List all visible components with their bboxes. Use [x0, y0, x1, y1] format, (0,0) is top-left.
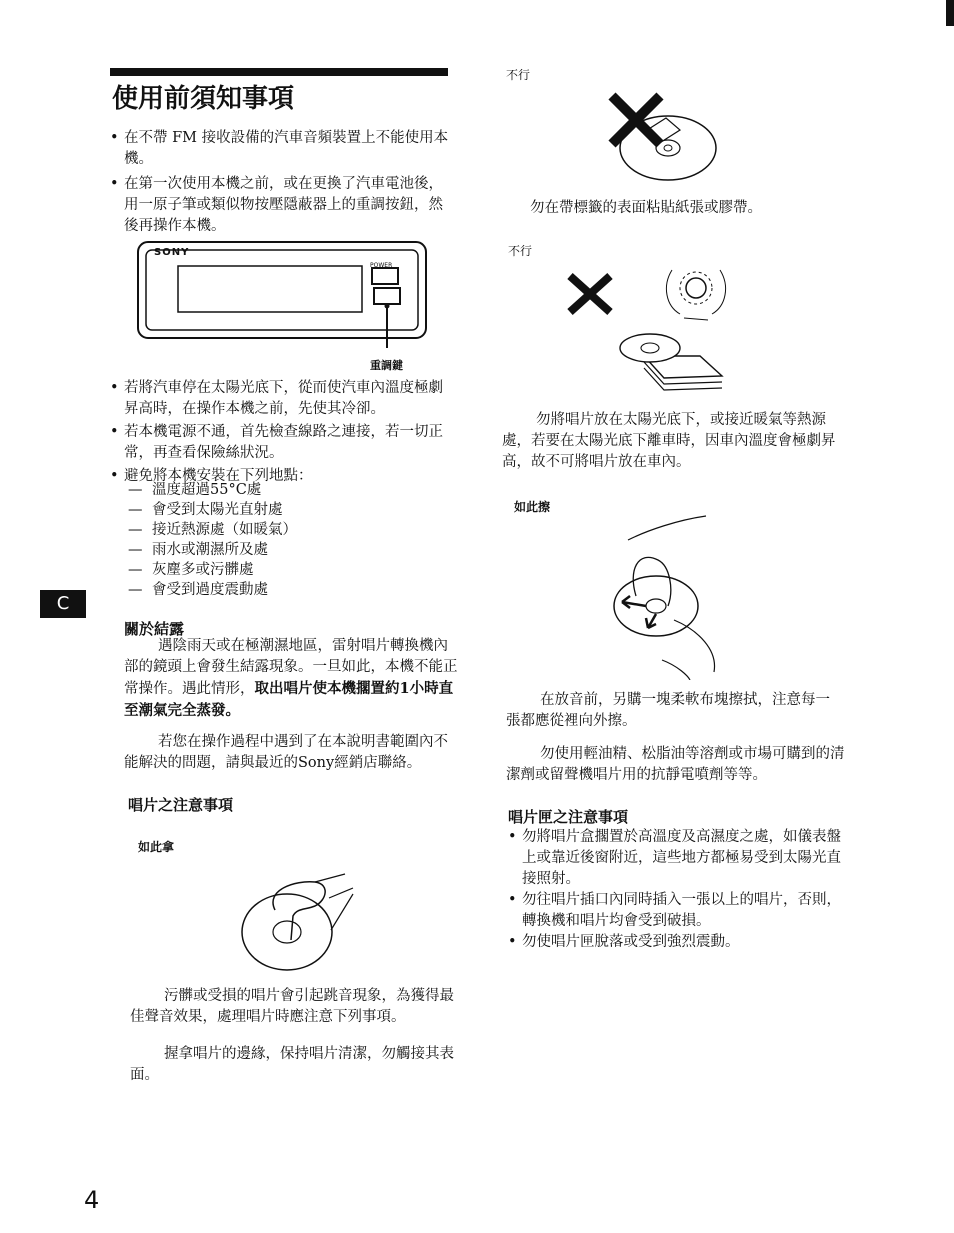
- avoid-places-list: [128, 480, 428, 600]
- disc-notes-heading: 唱片之注意事項: [128, 796, 234, 814]
- no-label-2: 不行: [508, 244, 533, 258]
- hold-label: 如此拿: [138, 840, 175, 854]
- intro-bullets: [110, 128, 450, 237]
- list-item: • 若本機電源不通，首先檢查線路之連接，若一切正常，再查看保險絲狀況。: [110, 422, 455, 464]
- no-sunlight-caption: 勿將唱片放在太陽光底下，或接近暖氣等熱源處，若要在太陽光底下離車時，因車內溫度會極劇昇高，故不可將唱片放在車內。: [502, 412, 836, 470]
- hold-disc-illustration: [235, 870, 365, 980]
- list-item: • 勿往唱片插口內同時插入一張以上的唱片，否則，轉換機和唱片均會受到破損。: [508, 890, 848, 932]
- list-item: — 雨水或潮濕所及處: [128, 540, 428, 560]
- no-sticker-caption: 勿在帶標籤的表面粘貼紙張或膠帶。: [530, 200, 762, 216]
- disc-notes-para2: 握拿唱片的邊緣，保持唱片清潔，勿觸接其表面。: [130, 1046, 454, 1083]
- list-item: • 勿將唱片盒擱置於高溫度及高濕度之處，如儀表盤上或靠近後窗附近，這些地方都極易受到太陽光直接照射。: [508, 827, 848, 890]
- list-item: — 溫度超過55°C處: [128, 480, 428, 500]
- list-item: — 接近熱源處（如暖氣）: [128, 520, 428, 540]
- list-item: • 若將汽車停在太陽光底下，從而使汽車內溫度極劇昇高時，在操作本機之前，先使其冷卻。: [110, 378, 455, 420]
- wipe-label: 如此擦: [514, 500, 551, 514]
- list-item: • 避免將本機安裝在下列地點：: [110, 466, 455, 487]
- contact-paragraph: 若您在操作過程中遇到了在本說明書範圍內不能解決的問題，請與最近的Sony經銷店聯絡。: [124, 734, 448, 771]
- brand-logo: SONY: [154, 247, 190, 258]
- list-item: — 會受到過度震動處: [128, 580, 428, 600]
- reset-button-label: 重調鍵: [370, 359, 403, 372]
- condensation-emphasis: 取出唱片使本機擱置約1小時直至潮氣完全蒸發。: [124, 680, 454, 719]
- wipe-disc-illustration: [608, 510, 728, 680]
- case-bullets: [508, 827, 848, 953]
- usage-bullets: [110, 378, 455, 487]
- title-rule: [110, 68, 448, 76]
- edge-mark: [946, 0, 954, 26]
- no-sunlight-illustration: [562, 256, 742, 402]
- case-heading: 唱片匣之注意事項: [508, 808, 629, 826]
- list-item: — 會受到太陽光直射處: [128, 500, 428, 520]
- power-label: POWER: [370, 262, 393, 269]
- condensation-body: [124, 636, 462, 722]
- disc-notes-para1: 污髒或受損的唱片會引起跳音現象，為獲得最佳聲音效果，處理唱片時應注意下列事項。: [130, 988, 454, 1025]
- section-tab: C: [40, 590, 86, 618]
- list-item: • 在第一次使用本機之前，或在更換了汽車電池後，用一原子筆或類似物按壓隱蔽器上的重調按鈕，然後再操作本機。: [110, 174, 450, 237]
- page-number: 4: [84, 1186, 100, 1214]
- list-item: • 在不帶 FM 接收設備的汽車音頻裝置上不能使用本機。: [110, 128, 450, 170]
- solvent-text: 勿使用輕油精、松脂油等溶劑或市場可購到的清潔劑或留聲機唱片用的抗靜電噴劑等等。: [506, 746, 845, 783]
- no-sticker-illustration: [598, 88, 728, 188]
- page-title: 使用前須知事項: [112, 84, 295, 114]
- list-item: — 灰塵多或污髒處: [128, 560, 428, 580]
- condensation-heading: 關於結露: [124, 620, 185, 638]
- condensation-text: 遇陰雨天或在極潮濕地區，雷射唱片轉換機內部的鏡頭上會發生結露現象。一旦如此，本機不能正常操作。遇此情形，: [124, 638, 458, 697]
- wipe-text: 在放音前，另購一塊柔軟布塊擦拭，注意每一張都應從裡向外擦。: [506, 692, 830, 729]
- no-label-1: 不行: [506, 68, 531, 82]
- list-item: • 勿使唱片匣脫落或受到強烈震動。: [508, 932, 848, 953]
